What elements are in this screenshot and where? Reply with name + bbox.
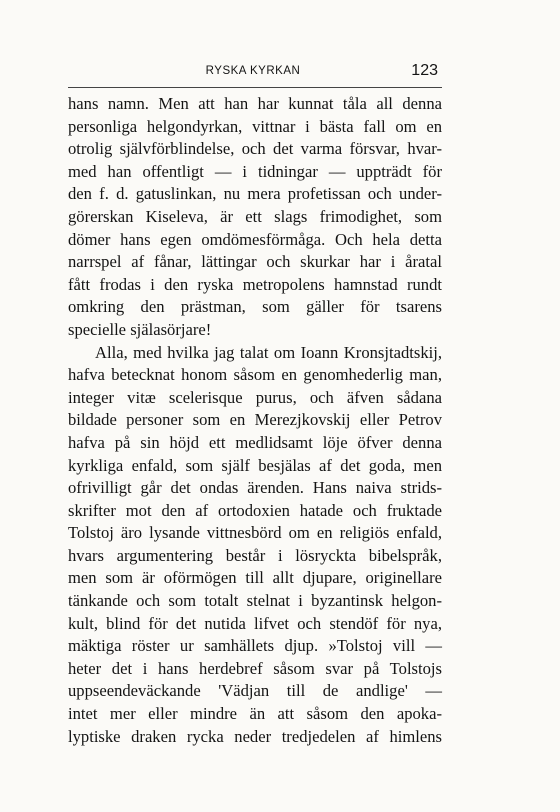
text-line: kyrkliga enfald, som själf besjälas af det goda, men: [68, 455, 442, 475]
text-line: hans namn. Men att han har kunnat tåla all denna: [68, 94, 442, 113]
page-header: [68, 62, 438, 86]
body-text: [68, 93, 442, 748]
text-line: görerskan Kiseleva, är ett slags frimodighet, som: [68, 206, 442, 226]
text-line: fått frodas i den ryska metropolens hamnstad rundt: [68, 274, 442, 294]
text-line: intet mer eller mindre än att såsom den apoka-: [68, 704, 442, 724]
text-line: personliga helgondyrkan, vittnar i bästa fall om en: [68, 116, 442, 136]
text-line: Tolstoj äro lysande vittnesbörd om en religiös enfald,: [68, 523, 442, 543]
text-line: omkring den prästman, som gäller för tsarens: [68, 297, 442, 317]
text-line: skrifter mot den af ortodoxien hatade och fruktade: [68, 500, 442, 520]
text-line: narrspel af fånar, lättingar och skurkar har i åratal: [68, 252, 442, 272]
text-line: kult, blind för det nutida lifvet och stendöf för nya,: [68, 613, 442, 633]
text-line: den f. d. gatuslinkan, nu mera profetissan och under-: [68, 184, 442, 204]
paragraph-start-line: Alla, med hvilka jag talat om Ioann Kronsjtadtskij,: [95, 342, 442, 362]
text-line: hvars argumentering består i lösryckta bibelspråk,: [68, 545, 442, 565]
text-line: ofrivilligt går det ondas ärenden. Hans naiva strids-: [68, 478, 442, 498]
paragraph-end-line: specielle själasörjare!: [68, 319, 212, 339]
text-line: mäktiga röster ur samhällets djup. »Tolstoj vill —: [68, 636, 442, 656]
text-line: dömer hans egen omdömesförmåga. Och hela detta: [68, 229, 442, 249]
text-line: hafva betecknat honom såsom en genomhederlig man,: [68, 365, 442, 385]
text-line: lyptiske draken rycka neder tredjedelen af himlens: [68, 726, 442, 746]
running-title: RYSKA KYRKAN: [205, 65, 301, 77]
page-number: 123: [411, 62, 438, 79]
text-line: uppseendeväckande 'Vädjan till de andlige' —: [68, 681, 442, 701]
text-line: integer vitæ scelerisque purus, och äfven sådana: [68, 387, 442, 407]
text-line: otrolig självförblindelse, och det varma försvar, hvar-: [68, 139, 442, 159]
text-line: heter det i hans herdebref såsom svar på Tolstojs: [68, 658, 442, 678]
text-line: men som är oförmögen till allt djupare, originellare: [68, 568, 442, 588]
text-line: tänkande och som totalt stelnat i byzantinsk helgon-: [68, 591, 442, 611]
text-line: hafva på sin höjd ett medlidsamt löje öfver denna: [68, 432, 442, 452]
text-line: bildade personer som en Merezjkovskij eller Petrov: [68, 410, 442, 430]
header-rule: [68, 87, 442, 88]
text-line: med han offentligt — i tidningar — uppträdt för: [68, 161, 442, 181]
